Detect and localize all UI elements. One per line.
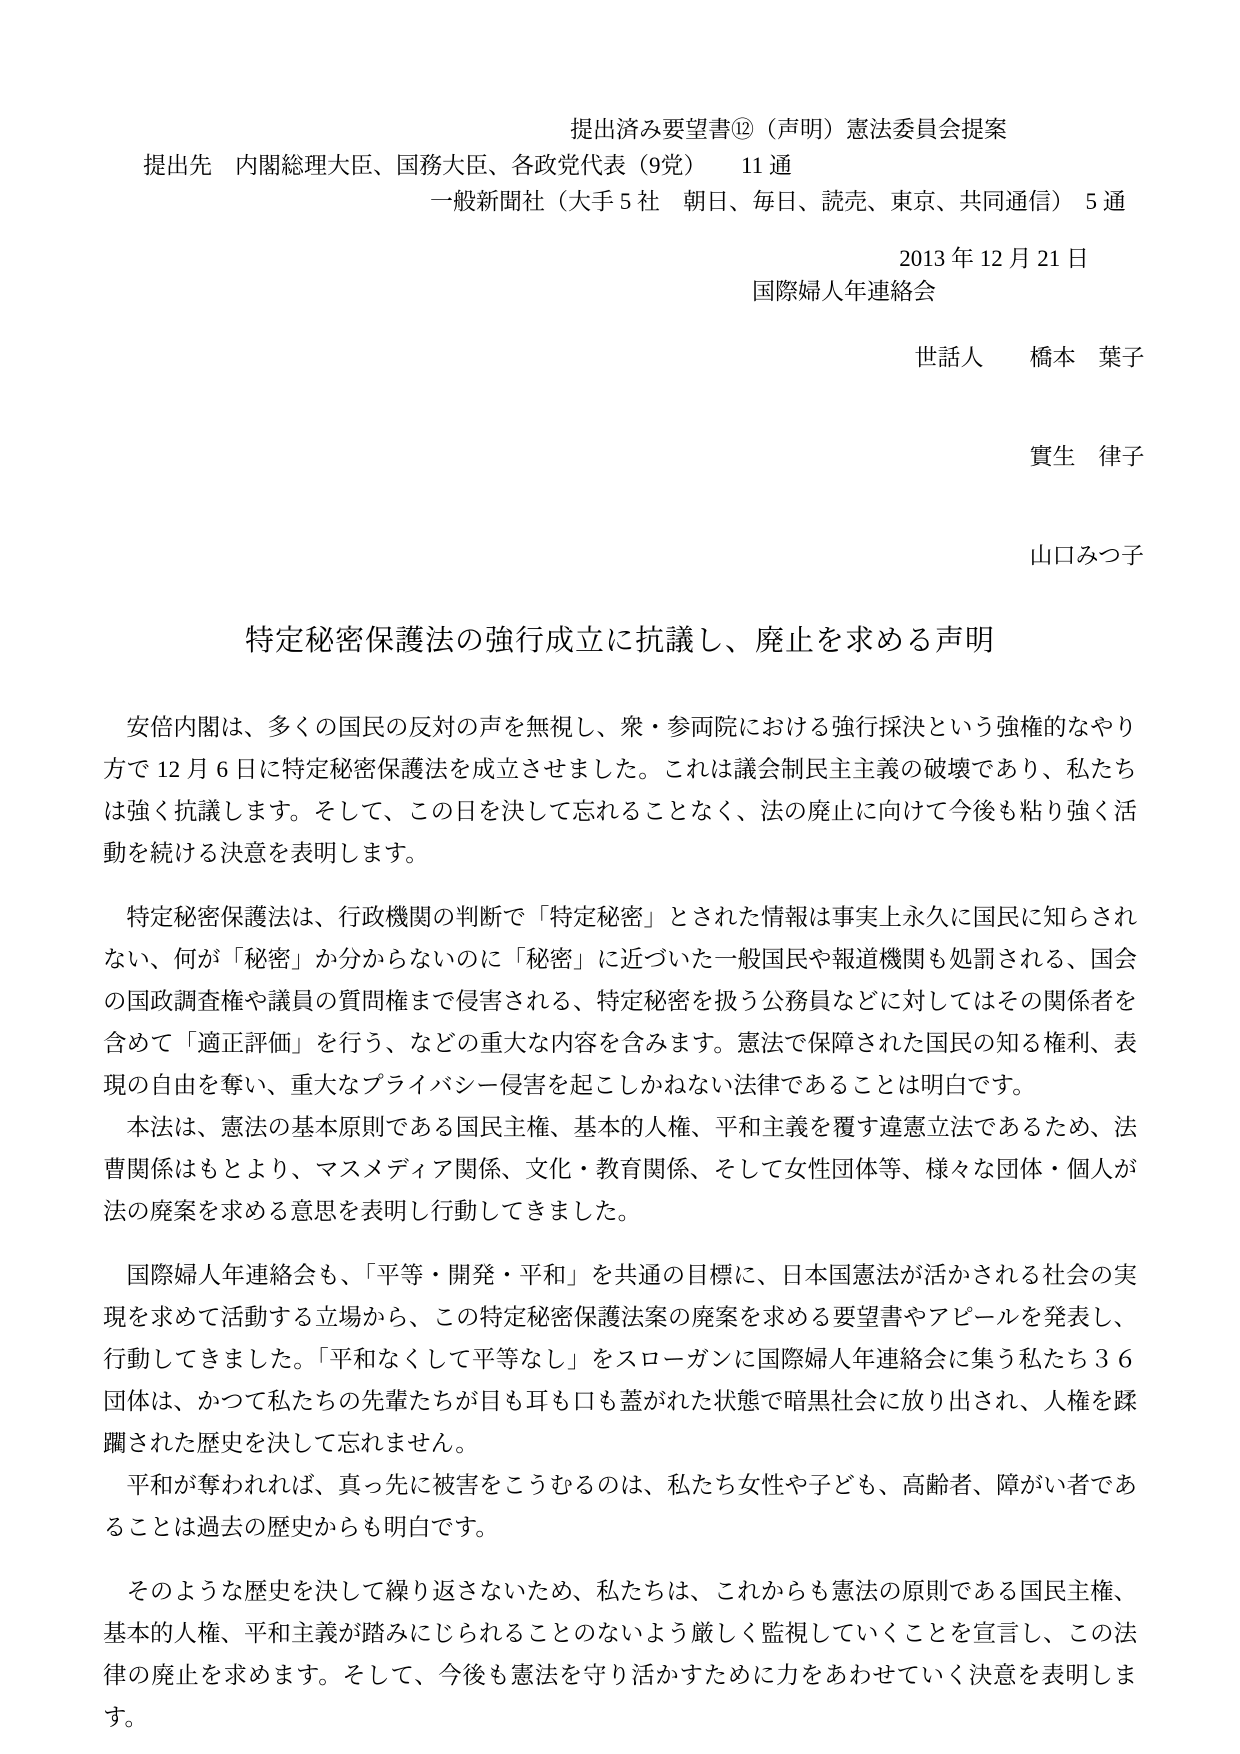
body-section — [103, 1255, 1137, 1549]
body-section — [103, 1571, 1137, 1739]
body-paragraph: 特定秘密保護法は、行政機関の判断で「特定秘密」とされた情報は事実上永久に国民に知らされない、何が「秘密」か分からないのに「秘密」に近づいた一般国民や報道機関も処罰される、国会の国政調査権や議員の質問権まで侵害される、特定秘密を扱う公務員などに対してはその関係者を含めて「適正評価」を行う、などの重大な内容を含みます。憲法で保障された国民の知る権利、表現の自由を奪い、重大なプライバシー侵害を起こしかねない法律であることは明白です。 — [103, 905, 1137, 1099]
signature-row — [752, 407, 1145, 506]
signature-row — [752, 308, 1145, 407]
document-body — [103, 707, 1137, 1739]
body-section — [103, 897, 1137, 1233]
submitted-note-line: 提出済み要望書⑫（声明）憲法委員会提案 — [570, 117, 1007, 142]
signature-name: 橋本 葉子 — [1029, 345, 1145, 370]
signature-role: 世話人 — [914, 345, 984, 370]
body-paragraph: 安倍内閣は、多くの国民の反対の声を無視し、衆・参両院における強行採決という強権的なやり方で 12 月 6 日に特定秘密保護法を成立させました。これは議会制民主主義の破壊であり、私たちは強く抗議します。そして、この日を決して忘れることなく、法の廃止に向けて今後も粘り強く活動を続ける決意を表明します。 — [103, 715, 1137, 867]
document-title: 特定秘密保護法の強行成立に抗議し、廃止を求める声明 — [244, 625, 995, 657]
signature-organization: 国際婦人年連絡会 — [752, 279, 936, 304]
body-paragraph: 本法は、憲法の基本原則である国民主権、基本的人権、平和主義を覆す違憲立法であるため、法曹関係はもとより、マスメディア関係、文化・教育関係、そして女性団体等、様々な団体・個人が法の廃案を求める意思を表明し行動してきました。 — [103, 1115, 1137, 1225]
signature-row — [752, 506, 1145, 605]
signature-name: 實生 律子 — [1029, 444, 1145, 469]
signature-block — [752, 275, 1145, 605]
body-section — [103, 707, 1137, 875]
body-paragraph: 国際婦人年連絡会も、「平等・開発・平和」を共通の目標に、日本国憲法が活かされる社会の実現を求めて活動する立場から、この特定秘密保護法案の廃案を求める要望書やアピールを発表し、行動してきました。「平和なくして平等なし」をスローガンに国際婦人年連絡会に集う私たち３６団体は、かつて私たちの先輩たちが目も耳も口も蓋がれた状態で暗黒社会に放り出され、人権を蹂躙された歴史を決して忘れません。 — [103, 1263, 1137, 1457]
document-date: 2013 年 12 月 21 日 — [899, 246, 1089, 271]
body-paragraph: そのような歴史を決して繰り返さないため、私たちは、これからも憲法の原則である国民主権、基本的人権、平和主義が踏みにじられることのないよう厳しく監視していくことを宣言し、この法律の廃止を求めます。そして、今後も憲法を守り活かすために力をあわせていく決意を表明します。 — [103, 1579, 1137, 1731]
document-header — [103, 112, 1137, 220]
recipients-line-1: 提出先 内閣総理大臣、国務大臣、各政党代表（9党） 11 通 — [143, 153, 792, 178]
recipients-line-2: 一般新聞社（大手 5 社 朝日、毎日、読売、東京、共同通信） 5 通 — [430, 189, 1126, 214]
signature-name: 山口みつ子 — [1029, 543, 1145, 568]
body-paragraph: 平和が奪われれば、真っ先に被害をこうむるのは、私たち女性や子ども、高齢者、障がい者であることは過去の歴史からも明白です。 — [103, 1473, 1137, 1541]
